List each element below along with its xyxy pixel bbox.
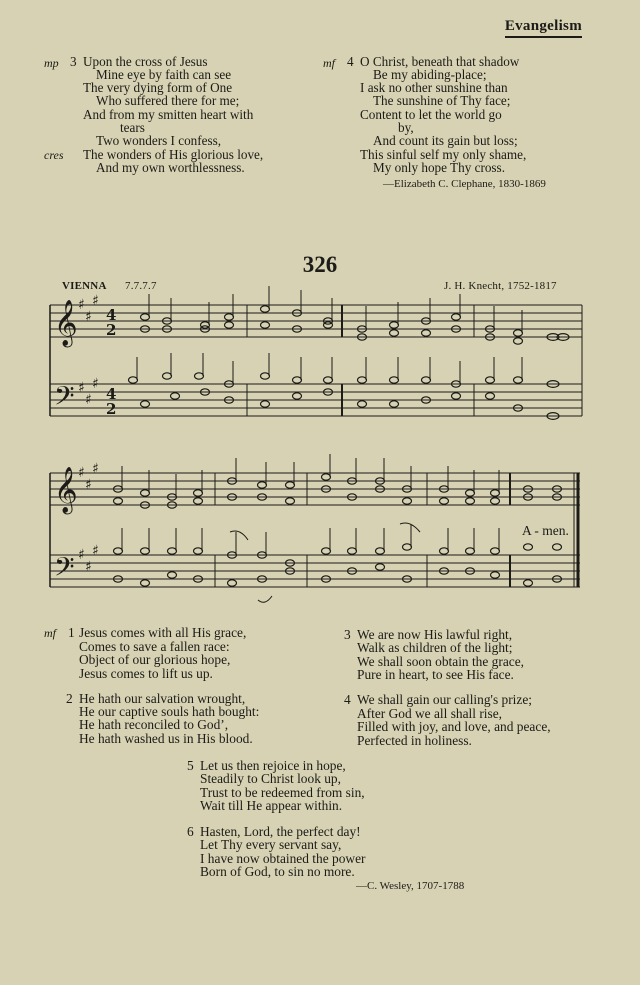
svg-text:♯: ♯	[78, 465, 85, 481]
verse-line: Content to let the world go	[360, 107, 502, 122]
svg-text:♯: ♯	[92, 543, 99, 559]
amen-text: A - men.	[522, 523, 569, 538]
dynamic-mark: mp	[44, 56, 59, 70]
verse-number: 4	[344, 692, 351, 707]
verse-line: Born of God, to sin no more.	[200, 864, 355, 879]
verse-line: Pure in heart, to see His face.	[357, 667, 514, 682]
svg-text:♯: ♯	[78, 380, 85, 396]
staff-1-treble	[50, 305, 582, 337]
svg-text:𝄢: 𝄢	[54, 380, 75, 418]
verse-line: Perfected in holiness.	[357, 733, 472, 748]
verse-line: Two wonders I confess,	[96, 133, 222, 148]
svg-text:𝄢: 𝄢	[54, 551, 75, 589]
svg-text:♯: ♯	[92, 376, 99, 392]
verse-line: Comes to save a fallen race:	[79, 639, 230, 654]
verse-line: Filled with joy, and love, and peace,	[357, 719, 551, 734]
verse-number: 1	[68, 625, 75, 640]
dynamic-mark: mf	[44, 626, 56, 640]
verse-line: O Christ, beneath that shadow	[360, 54, 520, 69]
verse-line: Mine eye by faith can see	[96, 67, 232, 82]
dynamic-mark: cres	[44, 148, 64, 162]
verse-line: We shall gain our calling's prize;	[357, 692, 532, 707]
section-header: Evangelism	[505, 18, 582, 38]
staff-1-bass	[50, 384, 582, 416]
tune-name: VIENNA	[62, 280, 107, 292]
svg-text:♯: ♯	[92, 293, 99, 309]
composer: J. H. Knecht, 1752-1817	[444, 280, 557, 292]
verse-line: by,	[398, 120, 414, 135]
verse-line: And my own worthlessness.	[96, 160, 245, 175]
verse-line: Be my abiding-place;	[373, 67, 487, 82]
time-sig-top: 4	[106, 385, 117, 403]
time-sig-top: 4	[106, 306, 117, 324]
verse-line: Hasten, Lord, the perfect day!	[200, 824, 361, 839]
verse-line: Trust to be redeemed from sin,	[200, 785, 365, 800]
verse-line: He our captive souls hath bought:	[79, 704, 260, 719]
notes-system-1	[129, 306, 570, 420]
time-signature	[106, 306, 116, 418]
staff-2-bass	[50, 555, 580, 587]
verse-line: Jesus comes to lift us up.	[79, 666, 213, 681]
tune-meter: 7.7.7.7	[125, 280, 157, 292]
verse-line: The wonders of His glorious love,	[83, 147, 264, 162]
staff-2-treble	[50, 473, 580, 505]
verse-number: 3	[70, 54, 77, 69]
time-sig-bottom: 2	[106, 400, 117, 418]
verse-line: tears	[120, 120, 145, 135]
svg-text:♯: ♯	[85, 477, 92, 493]
svg-text:♯: ♯	[85, 392, 92, 408]
verse-line: Wait till He appear within.	[200, 798, 343, 813]
verse-line: He hath our salvation wrought,	[79, 691, 246, 706]
verse-line: He hath reconciled to God’,	[79, 717, 229, 732]
verse-line: I ask no other sunshine than	[360, 80, 508, 95]
verse-line: Let us then rejoice in hope,	[200, 758, 346, 773]
svg-text:𝄞: 𝄞	[54, 300, 78, 346]
verse-line: I have now obtained the power	[200, 851, 366, 866]
verse-line: Upon the cross of Jesus	[83, 54, 208, 69]
verse-number: 4	[347, 54, 354, 69]
verse-number: 2	[66, 691, 73, 706]
verse-line: He hath washed us in His blood.	[79, 731, 253, 746]
svg-text:♯: ♯	[85, 559, 92, 575]
svg-text:𝄞: 𝄞	[54, 467, 78, 513]
verse-number: 6	[187, 824, 194, 839]
verse-line: Who suffered there for me;	[96, 93, 240, 108]
verse-line: We shall soon obtain the grace,	[357, 654, 524, 669]
verse-number: 3	[344, 627, 351, 642]
notes-system-2	[114, 474, 562, 586]
verse-line: After God we all shall rise,	[357, 706, 503, 721]
verse-number: 5	[187, 758, 194, 773]
verse-line: This sinful self my only shame,	[360, 147, 527, 162]
attribution: —C. Wesley, 1707-1788	[356, 880, 465, 892]
verse-line: And count its gain but loss;	[373, 133, 518, 148]
hymn-number: 326	[302, 252, 338, 277]
attribution: —Elizabeth C. Clephane, 1830-1869	[383, 178, 546, 190]
verse-line: Steadily to Christ look up,	[200, 771, 341, 786]
svg-text:♯: ♯	[78, 297, 85, 313]
time-sig-bottom: 2	[106, 321, 117, 339]
verse-line: Let Thy every servant say,	[200, 837, 342, 852]
dynamic-mark: mf	[323, 56, 335, 70]
svg-text:♯: ♯	[92, 461, 99, 477]
svg-text:♯: ♯	[85, 309, 92, 325]
verse-line: The very dying form of One	[83, 80, 233, 95]
verse-line: Object of our glorious hope,	[79, 652, 231, 667]
verse-line: The sunshine of Thy face;	[373, 93, 511, 108]
svg-text:♯: ♯	[78, 547, 85, 563]
verse-line: Jesus comes with all His grace,	[79, 625, 247, 640]
verse-line: And from my smitten heart with	[83, 107, 254, 122]
verse-line: My only hope Thy cross.	[373, 160, 505, 175]
stems-system-1	[137, 286, 522, 384]
verse-line: We are now His lawful right,	[357, 627, 513, 642]
verse-line: Walk as children of the light;	[357, 640, 513, 655]
